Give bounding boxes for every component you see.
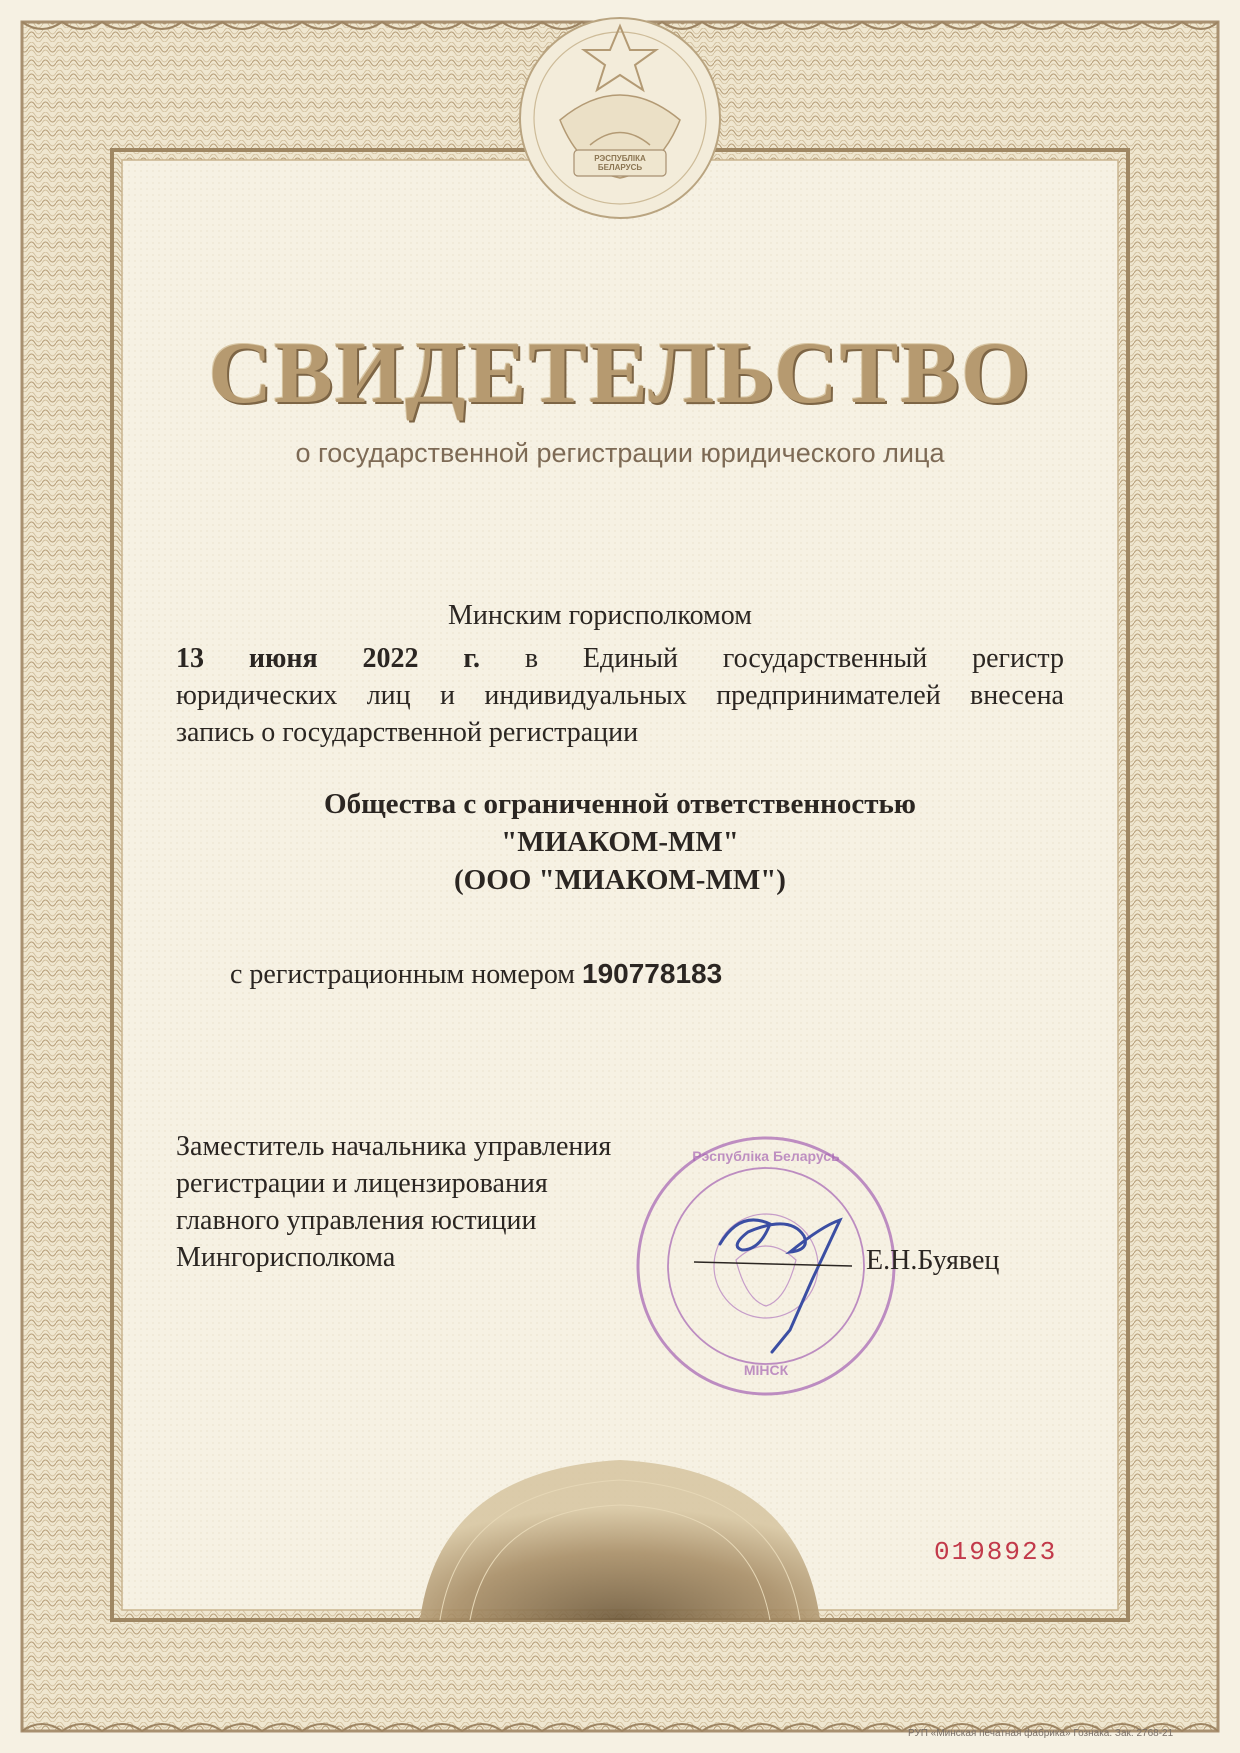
statement-line-2: юридических лиц и индивидуальных предпринимателей внесена	[176, 680, 1064, 711]
stamp-city: МІНСК	[743, 1362, 789, 1378]
issuing-authority: Минским горисполкомом	[448, 600, 752, 631]
position-line: главного управления юстиции	[176, 1205, 537, 1236]
position-line: Заместитель начальника управления	[176, 1131, 612, 1162]
serial-number: 0198923	[934, 1537, 1058, 1567]
reg-number-label: с регистрационным номером	[230, 959, 576, 990]
statement-line-3: запись о государственной регистрации	[176, 717, 639, 748]
registration-number-line	[230, 958, 722, 991]
registration-date: 13 июня 2022 г.	[176, 643, 480, 674]
org-short-name: (ООО "МИАКОМ-ММ")	[454, 864, 786, 896]
document-title: СВИДЕТЕЛЬСТВО	[208, 325, 1032, 422]
position-line: Мингорисполкома	[176, 1242, 396, 1273]
registration-statement	[176, 640, 1064, 751]
statement-line-1	[176, 640, 1064, 677]
emblem-ribbon-text: РЭСПУБЛІКА БЕЛАРУСЬ	[594, 154, 646, 172]
signatory-name: Е.Н.Буявец	[866, 1245, 1000, 1276]
belarus-emblem	[520, 18, 720, 218]
org-name-quoted: "МИАКОМ-ММ"	[501, 826, 739, 858]
reg-number: 190778183	[582, 958, 723, 989]
signatory-position	[176, 1128, 611, 1276]
organization-name-block	[170, 785, 1070, 899]
org-full-name: Общества с ограниченной ответственностью	[324, 788, 916, 820]
document-subtitle: о государственной регистрации юридического лица	[295, 438, 945, 468]
printer-note: РУП «Минская печатная фабрика» Гознака. Зак. 2768-21	[908, 1728, 1174, 1739]
statement-line-1-rest: в Единый государственный регистр	[524, 643, 1064, 674]
stamp-ring-text: Рэспубліка Беларусь	[692, 1148, 840, 1164]
position-line: регистрации и лицензирования	[176, 1168, 548, 1199]
